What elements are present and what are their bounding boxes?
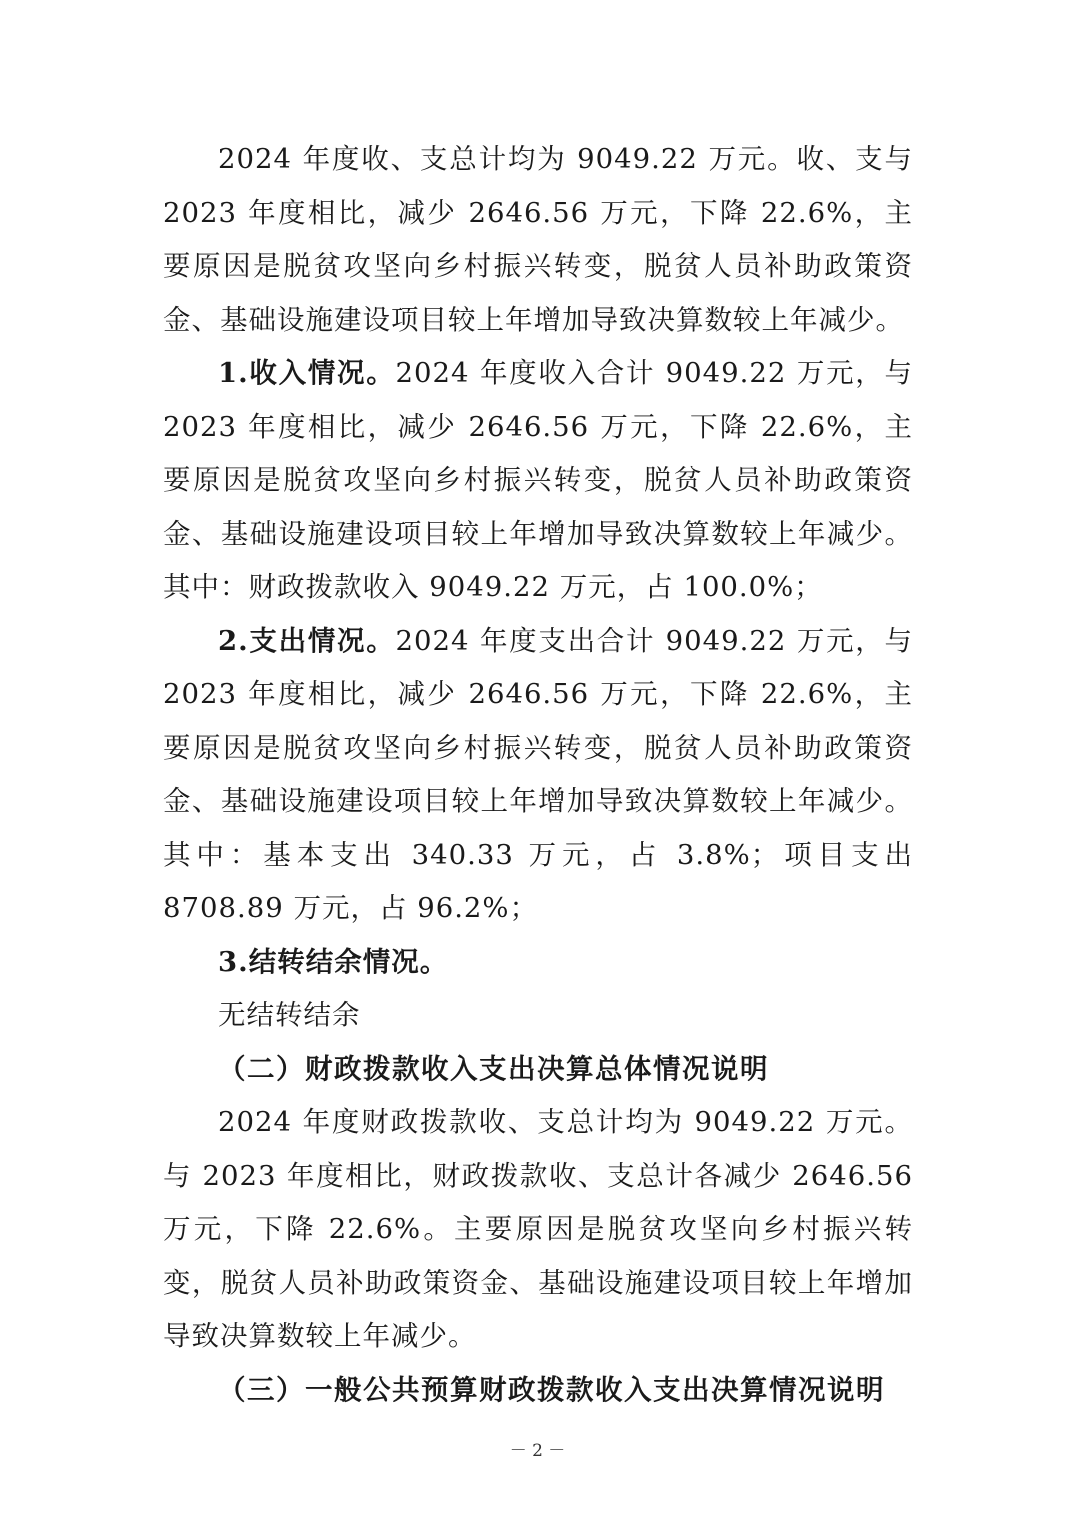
page-number: － 2 － xyxy=(509,1441,566,1461)
paragraph-income xyxy=(163,347,913,615)
income-heading: 1.收入情况。 xyxy=(218,357,396,389)
carryover-heading: 3.结转结余情况。 xyxy=(218,945,449,978)
document-body xyxy=(163,133,913,1417)
section-heading-2: （二）财政拨款收入支出决算总体情况说明 xyxy=(218,1052,769,1085)
expenditure-text: 2024 年度支出合计 9049.22 万元，与 2023 年度相比，减少 2646.56 万元，下降 22.6%，主要原因是脱贫攻坚向乡村振兴转变，脱贫人员补助政策资金、基础设施建设项目较上年增加导致决算数较上年减少。其中：基本支出 340.33 万元，占 3.8%；项目支出 8708.89 万元，占 96.2%； xyxy=(163,624,913,924)
section-heading-3: （三）一般公共预算财政拨款收入支出决算情况说明 xyxy=(218,1373,885,1406)
income-text: 2024 年度收入合计 9049.22 万元，与 2023 年度相比，减少 2646.56 万元，下降 22.6%，主要原因是脱贫攻坚向乡村振兴转变，脱贫人员补助政策资金、基础设施建设项目较上年增加导致决算数较上年减少。其中：财政拨款收入 9049.22 万元，占 100.0%； xyxy=(163,357,913,603)
paragraph-total-summary: 2024 年度收、支总计均为 9049.22 万元。收、支与 2023 年度相比，减少 2646.56 万元，下降 22.6%，主要原因是脱贫攻坚向乡村振兴转变，脱贫人员补助政策资金、基础设施建设项目较上年增加导致决算数较上年减少。 xyxy=(163,143,913,336)
paragraph-carryover xyxy=(163,936,913,990)
expenditure-heading: 2.支出情况。 xyxy=(218,624,396,657)
carryover-text: 无结转结余 xyxy=(218,999,361,1031)
paragraph-fiscal-appropriation: 2024 年度财政拨款收、支总计均为 9049.22 万元。与 2023 年度相比，财政拨款收、支总计各减少 2646.56 万元，下降 22.6%。主要原因是脱贫攻坚向乡村振兴转变，脱贫人员补助政策资金、基础设施建设项目较上年增加导致决算数较上年减少。 xyxy=(163,1106,913,1352)
paragraph-expenditure xyxy=(163,615,913,936)
